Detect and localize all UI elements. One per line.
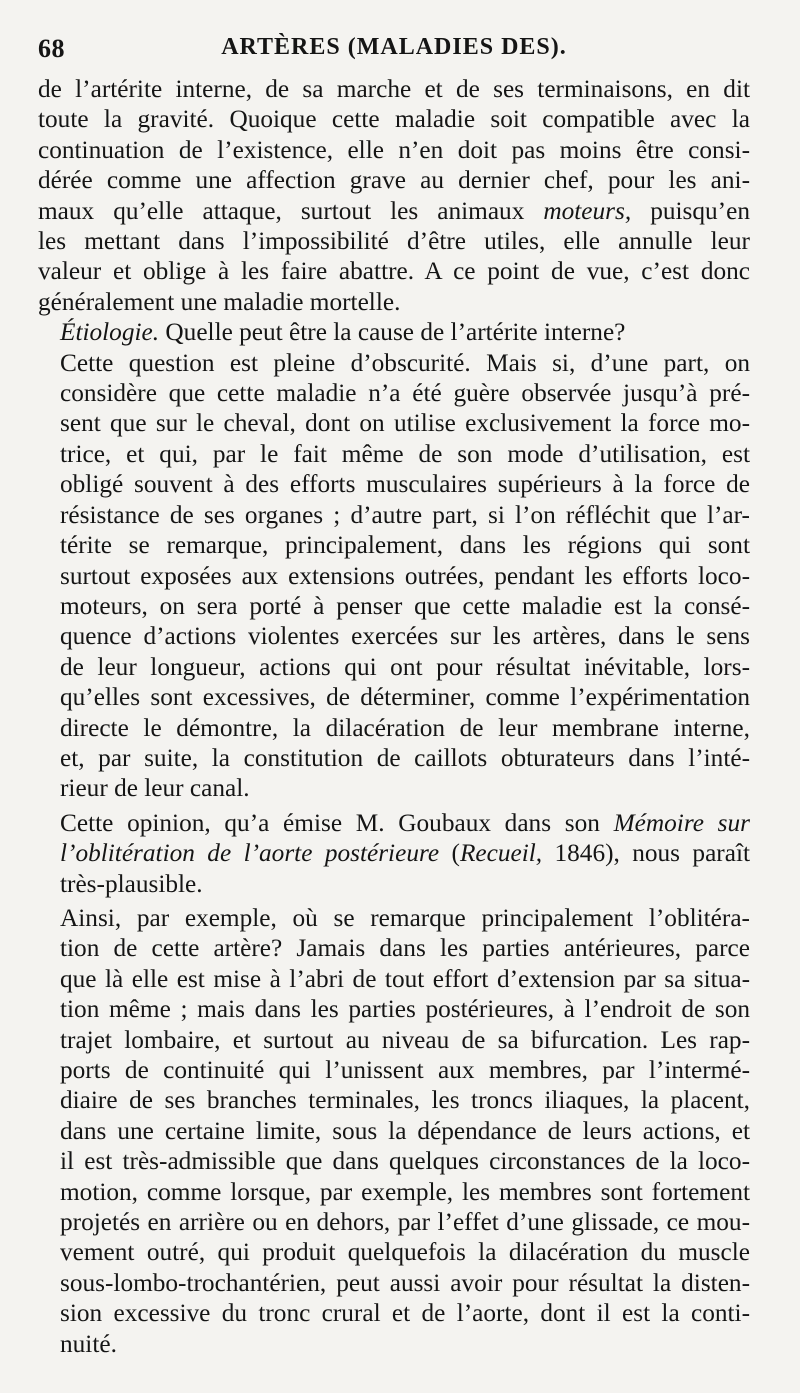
- page-number: 68: [38, 34, 65, 63]
- text-line: diaire de ses branches terminales, les troncs iliaques, la placent,: [60, 1086, 750, 1115]
- text-line: et, par suite, la constitution de caillots obturateurs dans l’inté-: [60, 743, 750, 772]
- text-line: continuation de l’existence, elle n’en doit pas moins être consi-: [38, 135, 750, 164]
- text-line: moteurs, on sera porté à penser que cette maladie est la consé-: [60, 591, 750, 620]
- text-line: directe le démontre, la dilacération de leur membrane interne,: [60, 713, 750, 742]
- text-line: sous-lombo-trochantérien, peut aussi avoir pour résultat la disten-: [60, 1268, 750, 1297]
- text-line: projetés en arrière ou en dehors, par l’effet d’une glissade, ce mou-: [60, 1208, 750, 1237]
- italic-run: Étiologie.: [60, 318, 160, 347]
- text-run: 1846), nous paraît: [542, 839, 751, 868]
- text-line: que là elle est mise à l’abri de tout effort d’extension par sa situa-: [60, 964, 750, 993]
- text-line: obligé souvent à des efforts musculaires supérieurs à la force de: [60, 470, 750, 499]
- text-line: il est très-admissible que dans quelques circonstances de la loco-: [60, 1147, 750, 1176]
- text-line: [38, 196, 750, 226]
- text-line: sion excessive du tronc crural et de l’aorte, dont il est la conti-: [60, 1299, 750, 1328]
- paragraph: [38, 317, 750, 347]
- text-run: Quelle peut être la cause de l’artérite interne?: [159, 318, 626, 347]
- running-head: [38, 30, 750, 74]
- text-line: dérée comme une affection grave au dernier chef, pour les ani-: [38, 166, 750, 195]
- paragraph: [38, 348, 750, 804]
- paragraph: [38, 74, 750, 317]
- text-line: généralement une maladie mortelle.: [38, 287, 401, 316]
- text-line: [38, 317, 750, 347]
- text-line: valeur et oblige à les faire abattre. A ce point de vue, c’est donc: [38, 257, 750, 286]
- body-text: [38, 74, 750, 1359]
- text-line: tion de cette artère? Jamais dans les parties antérieures, parce: [60, 934, 750, 963]
- text-line: les mettant dans l’impossibilité d’être utiles, elle annulle leur: [38, 227, 750, 256]
- text-line: sent que sur le cheval, dont on utilise exclusivement la force mo-: [60, 409, 750, 438]
- text-line: qu’elles sont excessives, de déterminer, comme l’expérimentation: [60, 683, 750, 712]
- italic-run: Mémoire sur: [613, 808, 751, 837]
- paragraph: [38, 903, 750, 1359]
- text-line: Cette question est pleine d’obscurité. Mais si, d’une part, on: [60, 348, 750, 377]
- text-line: nuité.: [60, 1329, 117, 1358]
- text-line: motion, comme lorsque, par exemple, les membres sont fortement: [60, 1177, 750, 1206]
- text-run: (: [439, 839, 460, 868]
- text-line: [38, 808, 750, 838]
- text-line: très-plausible.: [60, 869, 203, 898]
- text-line: quence d’actions violentes exercées sur les artères, dans le sens: [60, 622, 750, 651]
- text-line: tion même ; mais dans les parties postérieures, à l’endroit de son: [60, 995, 750, 1024]
- text-line: [38, 838, 750, 868]
- text-run: maux qu’elle attaque, surtout les animaux: [38, 196, 544, 225]
- text-run: Cette opinion, qu’a émise M. Goubaux dans son: [60, 808, 614, 837]
- running-title: ARTÈRES (MALADIES DES).: [221, 34, 567, 60]
- text-run: puisqu’en: [631, 196, 750, 225]
- text-line: de leur longueur, actions qui ont pour résultat inévitable, lors-: [60, 652, 750, 681]
- text-line: surtout exposées aux extensions outrées, pendant les efforts loco-: [60, 561, 750, 590]
- text-line: trajet lombaire, et surtout au niveau de sa bifurcation. Les rap-: [60, 1025, 750, 1054]
- paragraph: [38, 808, 750, 899]
- text-line: ports de continuité qui l’unissent aux membres, par l’intermé-: [60, 1056, 750, 1084]
- text-line: de l’artérite interne, de sa marche et de ses terminaisons, en dit: [38, 75, 750, 103]
- text-line: Ainsi, par exemple, où se remarque principalement l’oblitéra-: [60, 903, 750, 932]
- text-line: rieur de leur canal.: [60, 774, 250, 803]
- text-line: toute la gravité. Quoique cette maladie soit compatible avec la: [38, 105, 750, 134]
- text-line: dans une certaine limite, sous la dépendance de leurs actions, et: [60, 1116, 750, 1145]
- italic-run: l’oblitération de l’aorte postérieure: [60, 839, 440, 868]
- text-line: vement outré, qui produit quelquefois la dilacération du muscle: [60, 1238, 750, 1267]
- italic-run: Recueil,: [459, 839, 543, 868]
- text-line: considère que cette maladie n’a été guère observée jusqu’à pré-: [60, 379, 750, 408]
- text-line: trice, et qui, par le fait même de son mode d’utilisation, est: [60, 439, 750, 468]
- text-line: résistance de ses organes ; d’autre part, si l’on réfléchit que l’ar-: [60, 500, 750, 529]
- italic-run: moteurs,: [543, 196, 632, 225]
- text-line: térite se remarque, principalement, dans les régions qui sont: [60, 531, 750, 560]
